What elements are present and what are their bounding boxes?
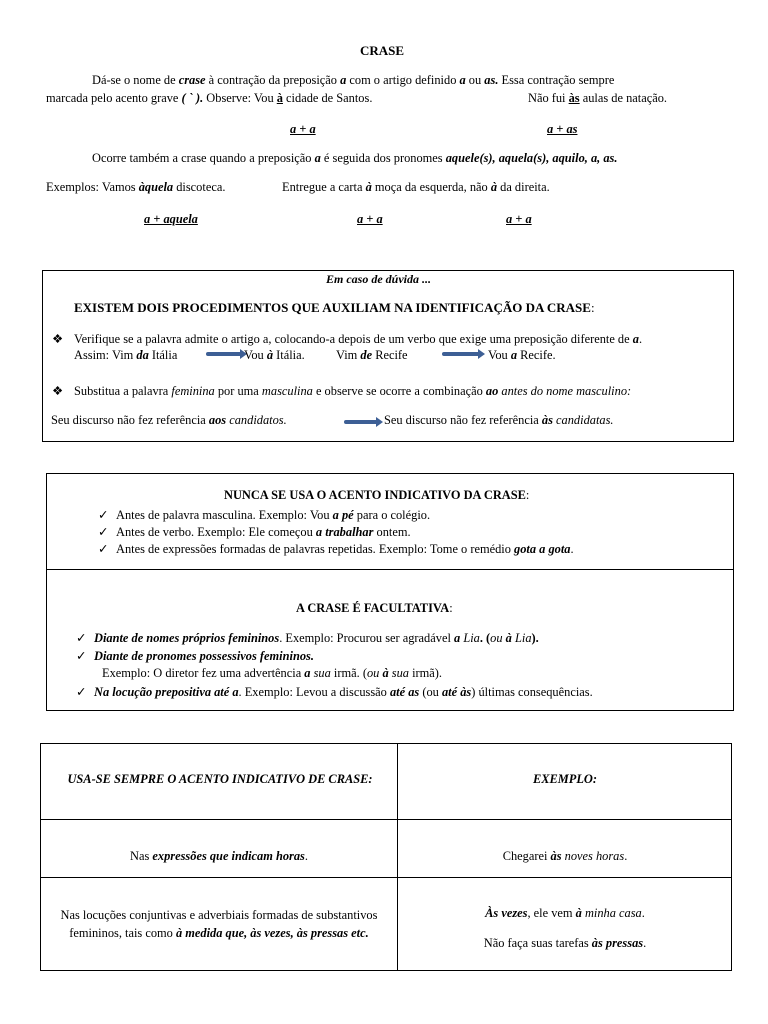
doubt-example-1a: Assim: Vim da Itália — [74, 348, 178, 362]
diamond-bullet-icon: ❖ — [52, 332, 64, 346]
arrow-icon — [442, 352, 480, 356]
checkmark-icon: ✓ — [98, 542, 109, 556]
doubt-example-1b: Vou à Itália. — [244, 348, 305, 362]
pronouns-line: Ocorre também a crase quando a preposição a é seguida dos pronomes aquele(s), aquela(s), aquilo, a, as. — [92, 151, 618, 165]
intro-line-2: marcada pelo acento grave ( ` ). Observe: Vou à cidade de Santos. — [46, 91, 373, 105]
always-row-1-example: Chegarei às noves horas. — [502, 849, 628, 863]
optional-item-2-example: Exemplo: O diretor fez uma advertência a sua irmã. (ou à sua irmã). — [102, 666, 443, 680]
always-table-row-divider — [40, 877, 732, 878]
formula-a-aquela: a + aquela — [144, 212, 198, 226]
never-item-3: ✓ Antes de expressões formadas de palavras repetidas. Exemplo: Tome o remédio gota a gota. — [98, 542, 574, 556]
never-item-1: ✓ Antes de palavra masculina. Exemplo: Vou a pé para o colégio. — [98, 508, 431, 522]
formula-a-a: a + a — [290, 122, 316, 136]
diamond-bullet-icon: ❖ — [52, 384, 64, 398]
always-row-2-example-2: Não faça suas tarefas às pressas. — [483, 936, 647, 950]
always-header-rule: USA-SE SEMPRE O ACENTO INDICATIVO DE CRASE: — [67, 772, 373, 786]
never-heading: NUNCA SE USA O ACENTO INDICATIVO DA CRASE: — [224, 488, 530, 502]
doubt-bullet-1: ❖ Verifique se a palavra admite o artigo a, colocando-a depois de um verbo que exige uma preposição diferente de a. — [52, 332, 643, 346]
always-header-example: EXEMPLO: — [532, 772, 598, 786]
always-row-1-rule: Nas expressões que indicam horas. — [130, 849, 308, 863]
doubt-title: Em caso de dúvida ... — [326, 272, 431, 286]
examples-line-1: Exemplos: Vamos àquela discoteca. — [46, 180, 226, 194]
checkmark-icon: ✓ — [98, 525, 109, 539]
arrow-icon — [206, 352, 242, 356]
checkmark-icon: ✓ — [98, 508, 109, 522]
doubt-bullet-2: ❖ Substitua a palavra feminina por uma masculina e observe se ocorre a combinação ao antes do nome masculino: — [52, 384, 632, 398]
optional-heading: A CRASE É FACULTATIVA: — [296, 601, 453, 615]
doubt-example-1c: Vim de Recife — [336, 348, 408, 362]
intro-line-1: Dá-se o nome de crase à contração da preposição a com o artigo definido a ou as. Essa contração sempre — [92, 73, 615, 87]
doubt-example-2b: Seu discurso não fez referência às candidatas. — [384, 413, 614, 427]
doubt-example-1d: Vou a Recife. — [488, 348, 556, 362]
optional-item-1: ✓ Diante de nomes próprios femininos. Exemplo: Procurou ser agradável a Lia. (ou à Lia). — [76, 631, 539, 645]
never-item-2: ✓ Antes de verbo. Exemplo: Ele começou a trabalhar ontem. — [98, 525, 411, 539]
checkmark-icon: ✓ — [76, 631, 87, 645]
formula-a-a-3: a + a — [506, 212, 532, 226]
optional-item-3: ✓ Na locução prepositiva até a. Exemplo: Levou a discussão até as (ou até às) últimas consequências. — [76, 685, 593, 699]
always-row-2-example-1: Às vezes, ele vem à minha casa. — [485, 906, 645, 920]
page-title: CRASE — [360, 43, 405, 58]
doubt-example-2a: Seu discurso não fez referência aos candidatos. — [51, 413, 287, 427]
formula-a-as: a + as — [547, 122, 578, 136]
formula-a-a-2: a + a — [357, 212, 383, 226]
examples-line-2: Entregue a carta à moça da esquerda, não à da direita. — [282, 180, 550, 194]
intro-line-2-example: Não fui às aulas de natação. — [528, 91, 668, 105]
rules-divider — [46, 569, 734, 570]
always-row-2-rule: Nas locuções conjuntivas e adverbiais formadas de substantivos femininos, tais como à medida que, às vezes, às pressas etc. — [60, 908, 378, 940]
doubt-heading: EXISTEM DOIS PROCEDIMENTOS QUE AUXILIAM NA IDENTIFICAÇÃO DA CRASE: — [74, 300, 595, 315]
optional-item-2: ✓ Diante de pronomes possessivos femininos. — [76, 649, 314, 663]
checkmark-icon: ✓ — [76, 649, 87, 663]
always-table-row-divider — [40, 819, 732, 820]
arrow-icon — [344, 420, 378, 424]
checkmark-icon: ✓ — [76, 685, 87, 699]
